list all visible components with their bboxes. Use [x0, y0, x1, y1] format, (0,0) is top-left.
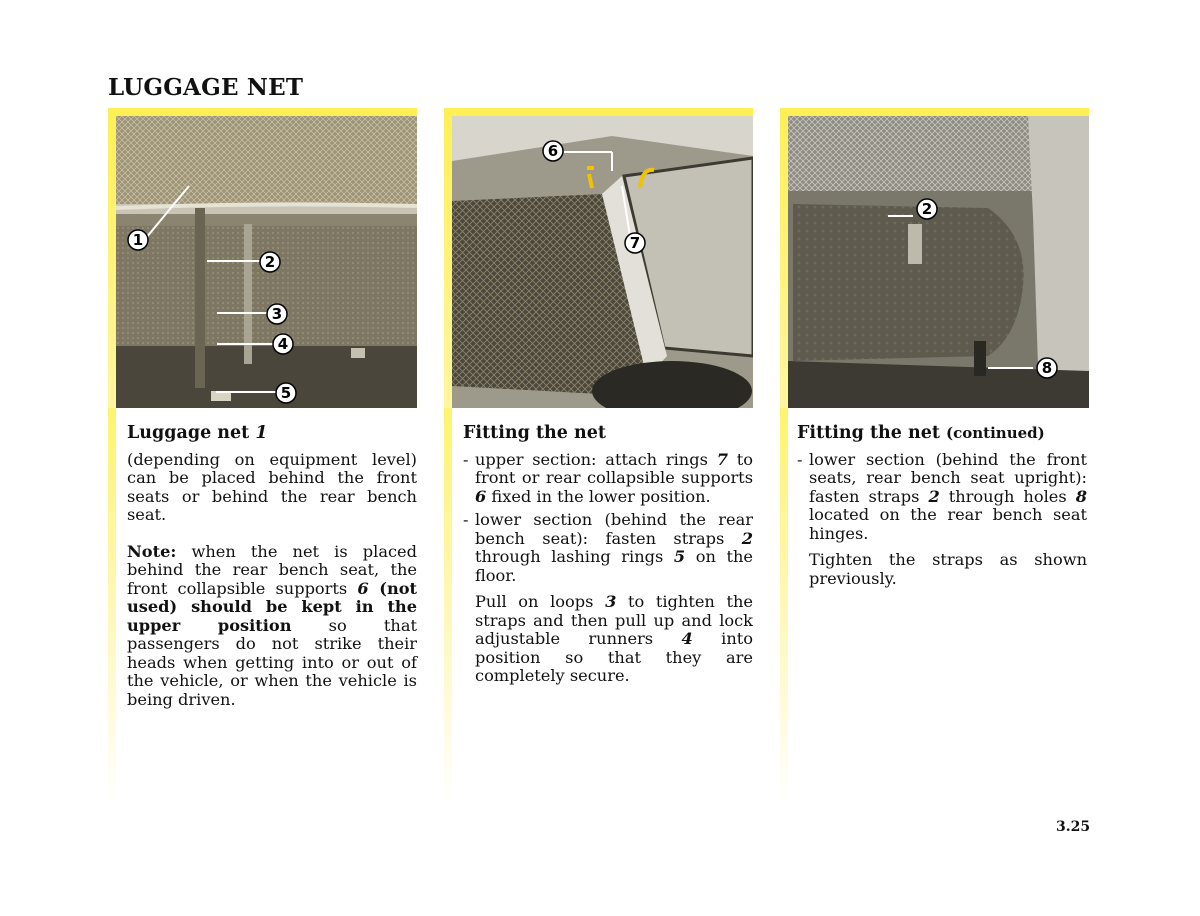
- callout-3: [267, 304, 287, 324]
- callout-8: [1037, 358, 1057, 378]
- tighten-paragraph: Tighten the straps as shown previously.: [809, 550, 1087, 588]
- svg-text:3: 3: [271, 305, 283, 323]
- svg-text:8: 8: [1041, 359, 1053, 377]
- page-number: 3.25: [1056, 819, 1091, 835]
- section-luggage-net: [127, 424, 417, 718]
- list-item: - upper section: attach rings 7 to front or rear collapsible supports 6 fixed in the lower position.: [463, 449, 753, 506]
- tighten-paragraph: Pull on loops 3 to tighten the straps and then pull up and lock adjustable runners 4 into position so that they are completely secure.: [475, 592, 753, 685]
- svg-text:4: 4: [277, 335, 289, 353]
- section-fitting-the-net-continued: [797, 424, 1087, 597]
- column-luggage-net: [108, 108, 417, 808]
- svg-text:5: 5: [280, 384, 292, 402]
- section-heading: Luggage net 1: [127, 423, 268, 443]
- svg-text:6: 6: [547, 142, 559, 160]
- column-fitting-the-net-continued: [780, 108, 1089, 808]
- column-fitting-the-net: [444, 108, 753, 808]
- svg-text:7: 7: [629, 234, 641, 252]
- callout-1: [128, 230, 148, 250]
- callout-5: [276, 383, 296, 403]
- list-item: - lower section (behind the rear bench seat): fasten straps 2 through lashing rings 5 on the floor.: [463, 510, 753, 585]
- photo-lower-section-fixing: [788, 116, 1089, 408]
- callout-2: [260, 252, 280, 272]
- intro-paragraph: (depending on equipment level) can be placed behind the front seats or behind the rear bench seat.: [127, 449, 417, 524]
- page-title: LUGGAGE NET: [108, 74, 304, 101]
- section-heading: Fitting the net: [463, 423, 606, 443]
- callout-6: [543, 141, 563, 161]
- list-item: - lower section (behind the front seats, rear bench seat upright): fasten straps 2 through holes 8 located on the rear bench seat hinges.: [797, 449, 1087, 543]
- callout-4: [273, 334, 293, 354]
- photo-luggage-net-installed: [116, 116, 417, 408]
- photo-upper-section-fixing: [452, 116, 753, 408]
- callout-2: [917, 199, 937, 219]
- svg-text:1: 1: [132, 231, 144, 249]
- section-fitting-the-net: [463, 424, 753, 695]
- callout-7: [625, 233, 645, 253]
- svg-text:2: 2: [921, 200, 933, 218]
- svg-text:2: 2: [264, 253, 276, 271]
- note-paragraph: Note: when the net is placed behind the rear bench seat, the front collapsible supports 6 (not used) should be kept in the upper position so that passengers do not strike their heads when getting into or out of the vehicle, or when the vehicle is being driven.: [127, 541, 417, 709]
- section-heading: Fitting the net (continued): [797, 423, 1045, 443]
